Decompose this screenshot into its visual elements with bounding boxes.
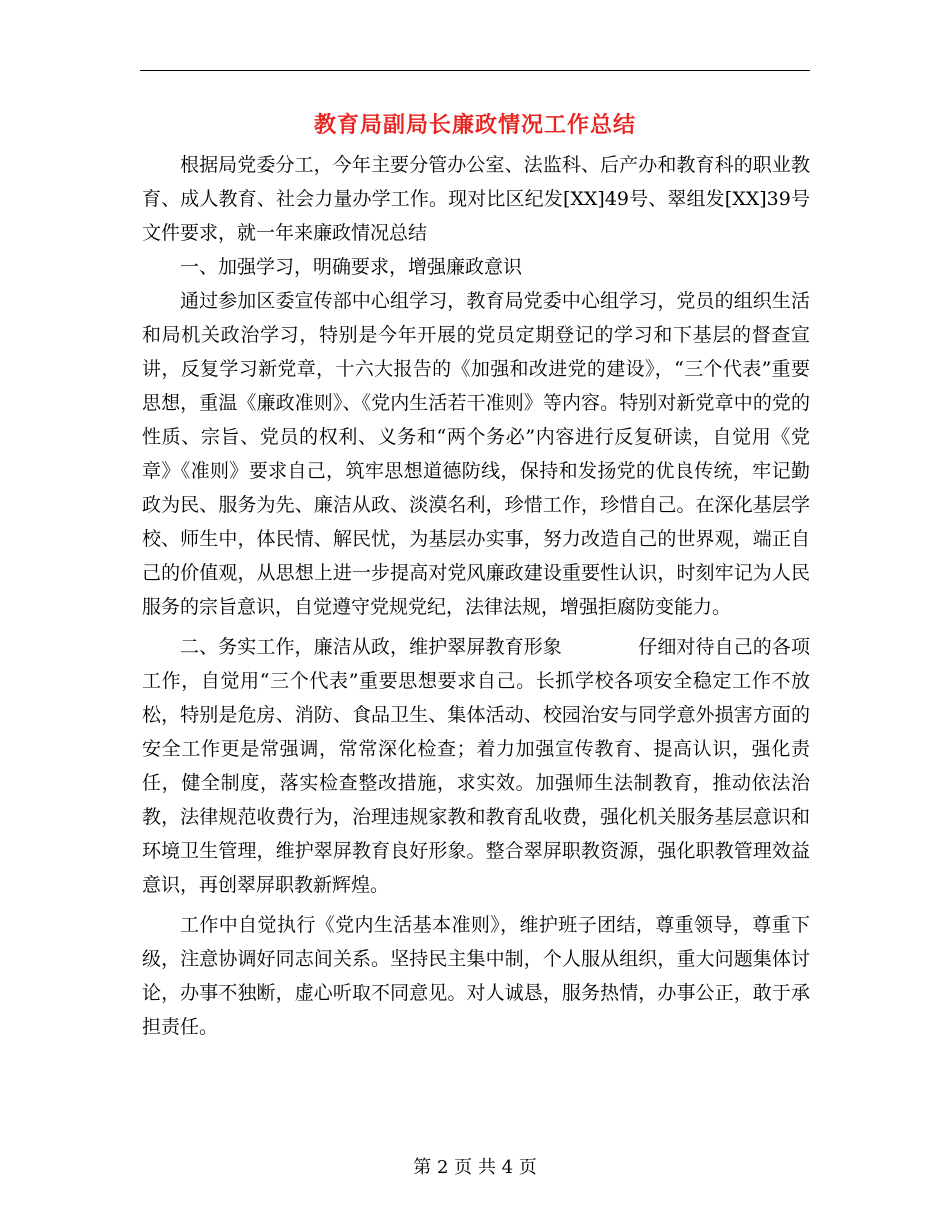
section-heading-2-paragraph: 二、务实工作，廉洁从政，维护翠屏教育形象 仔细对待自己的各项工作，自觉用“三个代表”重要思想要求自己。长抓学校各项安全稳定工作不放松，特别是危房、消防、食品卫生、集体活动、校园治安与同学意外损害方面的安全工作更是常强调，常常深化检查；着力加强宣传教育、提高认识，强化责任，健全制度，落实检查整改措施，求实效。加强师生法制教育，推动依法治教，法律规范收费行为，治理违规家教和教育乱收费，强化机关服务基层意识和环境卫生管理，维护翠屏教育良好形象。整合翠屏职教资源，强化职教管理效益意识，再创翠屏职教新辉煌。 (142, 636, 810, 896)
document-body (142, 148, 810, 1044)
paragraph-intro: 根据局党委分工，今年主要分管办公室、法监科、后产办和教育科的职业教育、成人教育、社会力量办学工作。现对比区纪发[XX]49号、翠组发[XX]39号文件要求，就一年来廉政情况总结 (142, 154, 810, 244)
document-title: 教育局副局长廉政情况工作总结 (313, 112, 636, 138)
section-heading-1: 一、加强学习，明确要求，增强廉政意识 (180, 256, 523, 278)
page-number: 第 2 页 共 4 页 (413, 1157, 537, 1178)
paragraph-conduct: 工作中自觉执行《党内生活基本准则》，维护班子团结，尊重领导，尊重下级，注意协调好同志间关系。坚持民主集中制，个人服从组织，重大问题集体讨论，办事不独断，虚心听取不同意见。对人诚恳，服务热情，办事公正，敢于承担责任。 (142, 914, 810, 1038)
paragraph-study: 通过参加区委宣传部中心组学习，教育局党委中心组学习，党员的组织生活和局机关政治学习，特别是今年开展的党员定期登记的学习和下基层的督查宣讲，反复学习新党章，十六大报告的《加强和改进党的建设》，“三个代表”重要思想，重温《廉政准则》、《党内生活若干准则》等内容。特别对新党章中的党的性质、宗旨、党员的权利、义务和“两个务必”内容进行反复研读，自觉用《党章》《准则》要求自己，筑牢思想道德防线，保持和发扬党的优良传统，牢记勤政为民、服务为先、廉洁从政、淡漠名利，珍惜工作，珍惜自己。在深化基层学校、师生中，体民情、解民忧，为基层办实事，努力改造自己的世界观，端正自己的价值观，从思想上进一步提高对党风廉政建设重要性认识，时刻牢记为人民服务的宗旨意识，自觉遵守党规党纪，法律法规，增强拒腐防变能力。 (142, 290, 810, 618)
header-rule (140, 70, 810, 71)
